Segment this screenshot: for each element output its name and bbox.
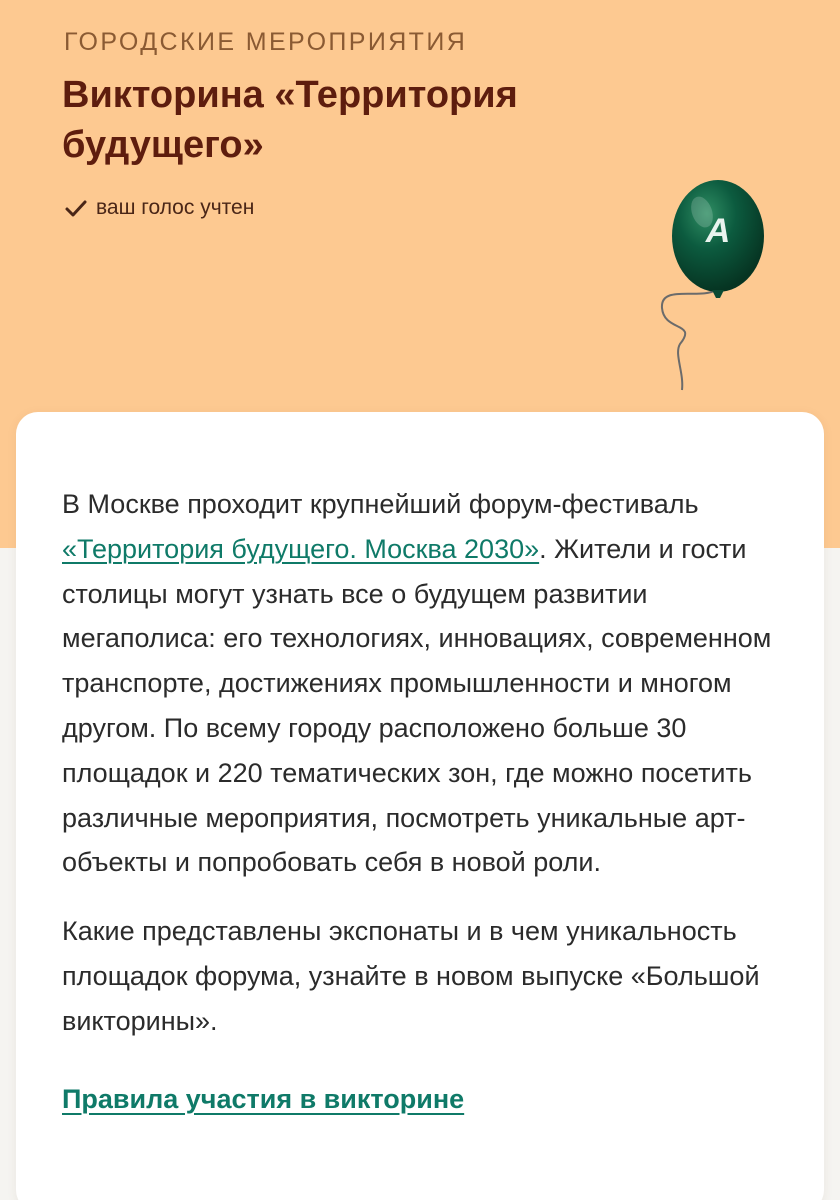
vote-status-text: ваш голос учтен [96,196,255,219]
article-paragraph-1 [62,482,778,885]
article-paragraph-2: Какие представлены экспонаты и в чем уникальность площадок форума, узнайте в новом выпуске «Большой викторины». [62,916,760,1036]
category-label: ГОРОДСКИЕ МЕРОПРИЯТИЯ [64,28,468,56]
article-card [16,412,824,1200]
balloon-letter: А [705,212,731,250]
paragraph-1-start: В Москве проходит крупнейший форум-фестиваль [62,489,699,519]
paragraph-1-end: . Жители и гости столицы могут узнать все о будущем развитии мегаполиса: его технологиях, инновациях, современном транспорте, достижениях промышленности и многом другом. По всему городу расположено больше 30 площадок и 220 тематических зон, где можно посетить различные мероприятия, посмотреть уникальные арт-объекты и попробовать себя в новой роли. [62,533,772,878]
rules-link[interactable]: Правила участия в викторине [62,1083,465,1114]
page-title: Викторина «Территория будущего» [62,74,518,166]
checkmark-icon [64,198,88,218]
vote-status [64,196,254,220]
forum-link[interactable]: «Территория будущего. Москва 2030» [62,533,540,564]
balloon-icon [640,172,800,392]
